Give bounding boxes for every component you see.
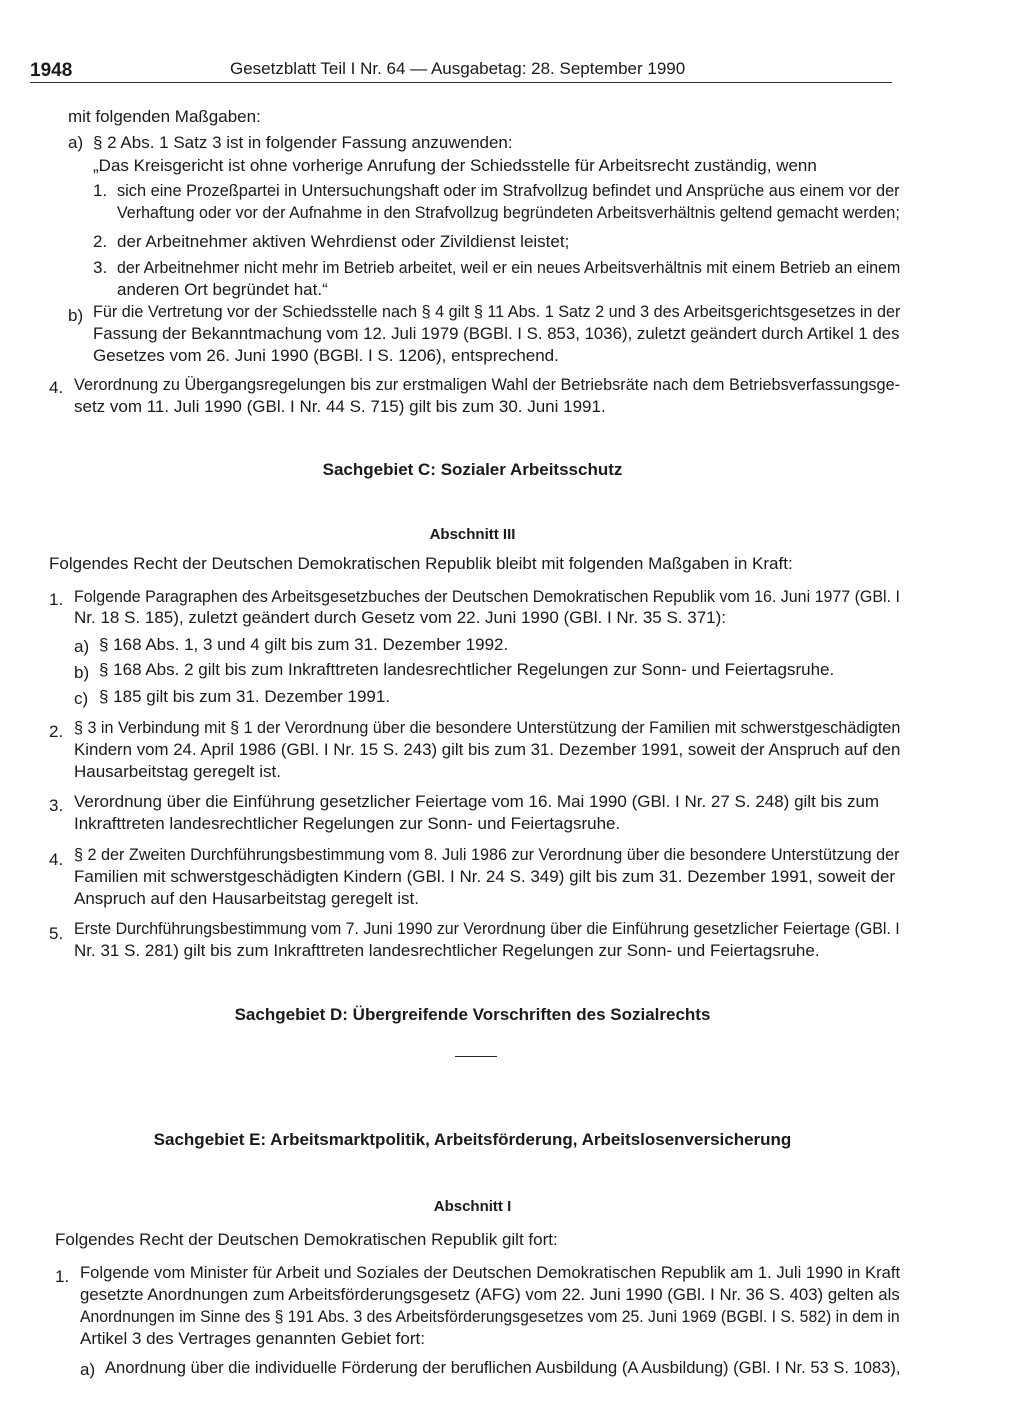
paragraph-line: Artikel 3 des Vertrages genannten Gebiet fort: xyxy=(80,1329,425,1348)
page-number: 1948 xyxy=(30,60,73,81)
paragraph-line: der Arbeitnehmer nicht mehr im Betrieb arbeitet, weil er ein neues Arbeitsverhältnis mit einem Betrieb an einem xyxy=(117,258,901,277)
list-marker: b) xyxy=(74,663,90,682)
page-header xyxy=(30,58,892,83)
list-marker: 1. xyxy=(93,181,108,200)
section-subheading: Abschnitt III xyxy=(429,526,516,543)
list-marker: 2. xyxy=(49,722,64,741)
paragraph-line: sich eine Prozeßpartei in Untersuchungshaft oder im Strafvollzug befindet und Ansprüche aus einem vor der xyxy=(117,181,900,200)
list-marker: 5. xyxy=(49,924,64,943)
paragraph-line: Anordnung über die individuelle Förderung der beruflichen Ausbildung (A Ausbildung) (GBl. I Nr. 53 S. 1083), xyxy=(105,1358,901,1377)
list-marker: 3. xyxy=(93,258,108,277)
list-marker: b) xyxy=(68,306,84,325)
paragraph-line: „Das Kreisgericht ist ohne vorherige Anrufung der Schiedsstelle für Arbeitsrecht zuständig, wenn xyxy=(93,156,817,175)
section-divider xyxy=(455,1056,497,1057)
paragraph-line: § 185 gilt bis zum 31. Dezember 1991. xyxy=(99,687,391,706)
list-marker: 1. xyxy=(49,590,64,609)
paragraph-line: gesetzte Anordnungen zum Arbeitsförderungsgesetz (AFG) vom 22. Juni 1990 (GBl. I Nr. 36 S. 403) gelten als xyxy=(80,1285,900,1304)
section-heading-e: Sachgebiet E: Arbeitsmarktpolitik, Arbeitsförderung, Arbeitslosenversicherung xyxy=(153,1130,792,1149)
list-marker: a) xyxy=(68,133,84,152)
paragraph-line: Folgende Paragraphen des Arbeitsgesetzbuches der Deutschen Demokratischen Republik vom 16. Juni 1977 (GBl. I xyxy=(74,587,900,606)
section-subheading: Abschnitt I xyxy=(433,1198,512,1215)
list-marker: a) xyxy=(74,637,90,656)
paragraph-line: Kindern vom 24. April 1986 (GBl. I Nr. 15 S. 243) gilt bis zum 31. Dezember 1991, soweit der Anspruch auf den xyxy=(74,740,901,759)
list-marker: 3. xyxy=(49,796,64,815)
paragraph-line: Nr. 18 S. 185), zuletzt geändert durch Gesetz vom 22. Juni 1990 (GBl. I Nr. 35 S. 371): xyxy=(74,608,727,627)
paragraph-line: der Arbeitnehmer aktiven Wehrdienst oder Zivildienst leistet; xyxy=(117,232,570,251)
paragraph-line: setz vom 11. Juli 1990 (GBl. I Nr. 44 S. 715) gilt bis zum 30. Juni 1991. xyxy=(74,397,606,416)
list-marker: 1. xyxy=(55,1267,70,1286)
paragraph-line: Hausarbeitstag geregelt ist. xyxy=(74,762,281,781)
paragraph-line: Folgende vom Minister für Arbeit und Soziales der Deutschen Demokratischen Republik am 1. Juli 1990 in Kraft xyxy=(80,1263,901,1282)
section-intro: Folgendes Recht der Deutschen Demokratischen Republik gilt fort: xyxy=(55,1230,558,1249)
list-marker: c) xyxy=(74,689,89,708)
list-marker: 2. xyxy=(93,232,108,251)
paragraph-line: Familien mit schwerstgeschädigten Kindern (GBl. I Nr. 24 S. 349) gilt bis zum 31. Dezember 1991, soweit der xyxy=(74,867,896,886)
list-marker: a) xyxy=(80,1360,96,1379)
paragraph-line: Für die Vertretung vor der Schiedsstelle nach § 4 gilt § 11 Abs. 1 Satz 2 und 3 des Arbeitsgerichtsgesetzes in der xyxy=(93,302,901,321)
paragraph-line: § 2 der Zweiten Durchführungsbestimmung vom 8. Juli 1986 zur Verordnung über die besondere Unterstützung der xyxy=(74,845,900,864)
paragraph-line: Anspruch auf den Hausarbeitstag geregelt ist. xyxy=(74,889,419,908)
header-title: Gesetzblatt Teil I Nr. 64 — Ausgabetag: 28. September 1990 xyxy=(230,59,686,78)
paragraph-line: § 168 Abs. 1, 3 und 4 gilt bis zum 31. Dezember 1992. xyxy=(99,635,509,654)
paragraph-line: Nr. 31 S. 281) gilt bis zum Inkrafttreten landesrechtlicher Regelungen zur Sonn- und Feiertagsruhe. xyxy=(74,941,820,960)
section-intro: Folgendes Recht der Deutschen Demokratischen Republik bleibt mit folgenden Maßgaben in Kraft: xyxy=(49,554,793,573)
intro-line: mit folgenden Maßgaben: xyxy=(68,107,261,126)
list-marker: 4. xyxy=(49,378,64,397)
paragraph-line: Fassung der Bekanntmachung vom 12. Juli 1979 (BGBl. I S. 853, 1036), zuletzt geändert durch Artikel 1 des xyxy=(93,324,900,343)
paragraph-line: Verhaftung oder vor der Aufnahme in den Strafvollzug begründeten Arbeitsverhältnis geltend gemacht werden; xyxy=(117,203,900,222)
section-heading-c: Sachgebiet C: Sozialer Arbeitsschutz xyxy=(322,460,623,479)
paragraph-line: Gesetzes vom 26. Juni 1990 (BGBl. I S. 1206), entsprechend. xyxy=(93,346,559,365)
paragraph-line: Anordnungen im Sinne des § 191 Abs. 3 des Arbeitsförderungsgesetzes vom 25. Juni 1969 (BGBl. I S. 582) in dem in xyxy=(80,1307,900,1326)
paragraph-line: Verordnung zu Übergangsregelungen bis zur erstmaligen Wahl der Betriebsräte nach dem Betriebsverfassungsge- xyxy=(74,375,901,394)
paragraph-line: § 2 Abs. 1 Satz 3 ist in folgender Fassung anzuwenden: xyxy=(93,133,513,152)
paragraph-line: Verordnung über die Einführung gesetzlicher Feiertage vom 16. Mai 1990 (GBl. I Nr. 27 S. 248) gilt bis zum xyxy=(74,792,880,811)
paragraph-line: § 3 in Verbindung mit § 1 der Verordnung über die besondere Unterstützung der Familien mit schwerstgeschädigten xyxy=(74,718,901,737)
section-heading-d: Sachgebiet D: Übergreifende Vorschriften des Sozialrechts xyxy=(234,1005,711,1024)
paragraph-line: anderen Ort begründet hat.“ xyxy=(117,280,328,299)
paragraph-line: Erste Durchführungsbestimmung vom 7. Juni 1990 zur Verordnung über die Einführung gesetzlicher Feiertage (GBl. I xyxy=(74,919,900,938)
paragraph-line: § 168 Abs. 2 gilt bis zum Inkrafttreten landesrechtlicher Regelungen zur Sonn- und Feiertagsruhe. xyxy=(99,660,835,679)
paragraph-line: Inkrafttreten landesrechtlicher Regelungen zur Sonn- und Feiertagsruhe. xyxy=(74,814,621,833)
list-marker: 4. xyxy=(49,850,64,869)
